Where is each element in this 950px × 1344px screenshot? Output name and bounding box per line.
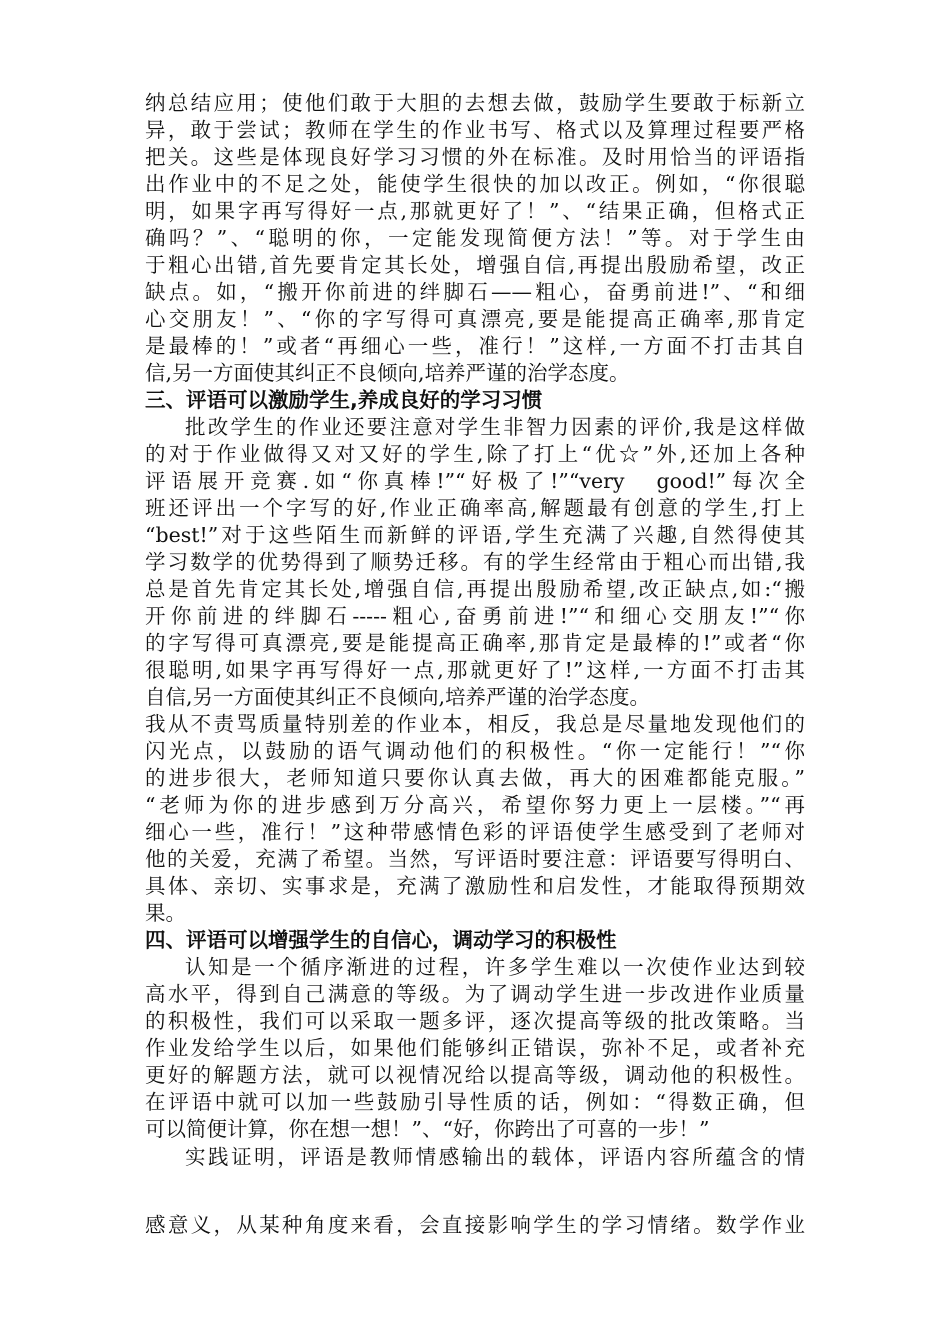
section-heading: 三、评语可以激励学生,养成良好的学习习惯 bbox=[145, 388, 543, 412]
text-line: 闪光点，以鼓励的语气调动他们的积极性。“你一定能行！”“你 bbox=[145, 739, 805, 763]
text-line: 更好的解题方法，就可以视情况给以提高等级，调动他的积极性。 bbox=[145, 1063, 805, 1087]
text-line: 纳总结应用；使他们敢于大胆的去想去做，鼓励学生要敢于标新立 bbox=[145, 91, 805, 115]
text-line: 总是首先肯定其长处,增强自信,再提出殷励希望,改正缺点,如:“搬 bbox=[145, 577, 805, 601]
text-line: 是最棒的！”或者“再细心一些，准行！”这样,一方面不打击其自 bbox=[145, 334, 805, 358]
text-line: 的字写得可真漂亮,要是能提高正确率,那肯定是最棒的!”或者“你 bbox=[145, 631, 805, 655]
text-line: 确吗？”、“聪明的你，一定能发现简便方法！”等。对于学生由 bbox=[145, 226, 805, 250]
text-line: 自信,另一方面使其纠正不良倾向,培养严谨的治学态度。 bbox=[145, 685, 651, 709]
text-line: 心交朋友！”、“你的字写得可真漂亮,要是能提高正确率,那肯定 bbox=[145, 307, 805, 331]
text-line: 班还评出一个字写的好,作业正确率高,解题最有创意的学生,打上 bbox=[145, 496, 805, 520]
text-line: 实践证明，评语是教师情感输出的载体，评语内容所蕴含的情 bbox=[185, 1145, 805, 1169]
text-line: 异，敢于尝试；教师在学生的作业书写、格式以及算理过程要严格 bbox=[145, 118, 805, 142]
text-line: 的进步很大，老师知道只要你认真去做，再大的困难都能克服。” bbox=[145, 766, 805, 790]
text-line: 把关。这些是体现良好学习习惯的外在标准。及时用恰当的评语指 bbox=[145, 145, 805, 169]
section-heading: 四、评语可以增强学生的自信心，调动学习的积极性 bbox=[145, 928, 617, 952]
text-line: 的对于作业做得又对又好的学生,除了打上“优☆”外,还加上各种 bbox=[145, 442, 805, 466]
text-line: 评语展开竞赛.如“你真棒!”“好极了!”“very good!”每次全 bbox=[145, 469, 805, 493]
text-line: 他的关爱，充满了希望。当然，写评语时要注意：评语要写得明白、 bbox=[145, 847, 805, 871]
text-line: 认知是一个循序渐进的过程，许多学生难以一次使作业达到较 bbox=[185, 955, 805, 979]
text-line: “best!”对于这些陌生而新鲜的评语,学生充满了兴趣,自然得使其 bbox=[145, 523, 805, 547]
text-line: 高水平，得到自己满意的等级。为了调动学生进一步改进作业质量 bbox=[145, 982, 805, 1006]
text-line: 感意义，从某种角度来看，会直接影响学生的学习情绪。数学作业 bbox=[145, 1213, 805, 1237]
text-line: 我从不责骂质量特别差的作业本，相反，我总是尽量地发现他们的 bbox=[145, 712, 805, 736]
text-line: 的积极性，我们可以采取一题多评，逐次提高等级的批改策略。当 bbox=[145, 1009, 805, 1033]
text-line: 开你前进的绊脚石-----粗心,奋勇前进!”“和细心交朋友!”“你 bbox=[145, 604, 805, 628]
text-line: 批改学生的作业还要注意对学生非智力因素的评价,我是这样做 bbox=[185, 415, 805, 439]
text-line: 很聪明,如果字再写得好一点,那就更好了!”这样,一方面不打击其 bbox=[145, 658, 805, 682]
text-line: 出作业中的不足之处，能使学生很快的加以改正。例如，“你很聪 bbox=[145, 172, 805, 196]
text-line: 缺点。如，“搬开你前进的绊脚石——粗心，奋勇前进!”、“和细 bbox=[145, 280, 805, 304]
text-line: 作业发给学生以后，如果他们能够纠正错误，弥补不足，或者补充 bbox=[145, 1036, 805, 1060]
text-line: 可以简便计算，你在想一想！”、“好，你跨出了可喜的一步！” bbox=[145, 1117, 710, 1141]
text-line: 具体、亲切、实事求是，充满了激励性和启发性，才能取得预期效 bbox=[145, 874, 805, 898]
text-line: 明，如果字再写得好一点,那就更好了！”、“结果正确，但格式正 bbox=[145, 199, 805, 223]
text-line: 细心一些，准行！”这种带感情色彩的评语使学生感受到了老师对 bbox=[145, 820, 805, 844]
text-line: 果。 bbox=[145, 901, 186, 925]
text-line: 学习数学的优势得到了顺势迁移。有的学生经常由于粗心而出错,我 bbox=[145, 550, 805, 574]
text-line: 于粗心出错,首先要肯定其长处，增强自信,再提出殷励希望，改正 bbox=[145, 253, 805, 277]
text-line: 在评语中就可以加一些鼓励引导性质的话，例如：“得数正确，但 bbox=[145, 1090, 805, 1114]
text-line: 信,另一方面使其纠正不良倾向,培养严谨的治学态度。 bbox=[145, 361, 630, 385]
text-line: “老师为你的进步感到万分高兴，希望你努力更上一层楼。”“再 bbox=[145, 793, 805, 817]
